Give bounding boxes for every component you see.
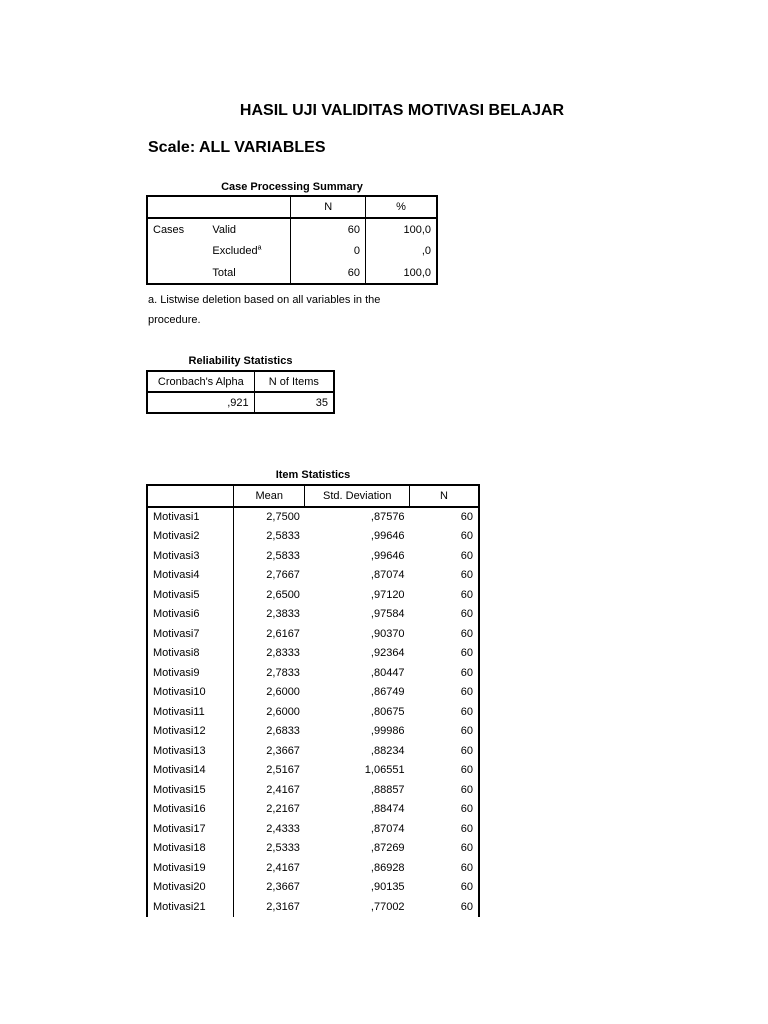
item-name: Motivasi16 bbox=[153, 803, 206, 816]
footnote-marker: a bbox=[257, 244, 262, 252]
item-mean: 2,4167 bbox=[234, 859, 305, 879]
item-name: Motivasi13 bbox=[153, 744, 206, 757]
row-label: Total bbox=[212, 266, 236, 279]
item-mean: 2,6167 bbox=[234, 625, 305, 645]
table-row bbox=[147, 664, 479, 684]
table-row bbox=[147, 218, 437, 240]
item-n: 60 bbox=[460, 744, 473, 757]
item-name: Motivasi11 bbox=[153, 705, 205, 718]
table-row bbox=[147, 586, 479, 606]
row-n: 0 bbox=[291, 240, 366, 262]
item-name: Motivasi15 bbox=[153, 783, 206, 796]
item-n: 60 bbox=[460, 705, 473, 718]
document-title: HASIL UJI VALIDITAS MOTIVASI BELAJAR bbox=[239, 102, 565, 119]
item-mean: 2,6000 bbox=[234, 703, 305, 723]
table-row bbox=[147, 839, 479, 859]
item-n: 60 bbox=[460, 686, 473, 699]
table-row bbox=[147, 878, 479, 898]
cases-label: Cases bbox=[153, 223, 185, 236]
table-header-row bbox=[147, 196, 437, 218]
table-row bbox=[147, 898, 479, 918]
item-n: 60 bbox=[460, 783, 473, 796]
item-mean: 2,3667 bbox=[234, 742, 305, 762]
item-name: Motivasi6 bbox=[153, 608, 200, 621]
table-footnote: a. Listwise deletion based on all variables in the procedure. bbox=[148, 294, 381, 326]
item-std-deviation: ,88474 bbox=[370, 803, 405, 816]
table-row bbox=[147, 392, 334, 413]
header-mean: Mean bbox=[234, 485, 305, 507]
item-n: 60 bbox=[460, 861, 473, 874]
table-row bbox=[147, 262, 437, 284]
item-name: Motivasi4 bbox=[153, 569, 200, 582]
item-std-deviation: ,99646 bbox=[370, 530, 405, 543]
item-mean: 2,7500 bbox=[234, 507, 305, 527]
table-row bbox=[147, 703, 479, 723]
item-std-deviation: ,88234 bbox=[370, 744, 405, 757]
item-mean: 2,2167 bbox=[234, 800, 305, 820]
item-std-deviation: ,77002 bbox=[370, 900, 405, 913]
item-n: 60 bbox=[460, 647, 473, 660]
table-row bbox=[147, 240, 437, 262]
item-mean: 2,7833 bbox=[234, 664, 305, 684]
item-mean: 2,5833 bbox=[234, 527, 305, 547]
item-n: 60 bbox=[460, 569, 473, 582]
table-row bbox=[147, 507, 479, 527]
table-row bbox=[147, 547, 479, 567]
item-name: Motivasi14 bbox=[153, 764, 206, 777]
item-name: Motivasi9 bbox=[153, 666, 200, 679]
n-of-items-value: 35 bbox=[254, 392, 334, 413]
item-mean: 2,4333 bbox=[234, 820, 305, 840]
reliability-table bbox=[146, 370, 335, 414]
item-n: 60 bbox=[460, 842, 473, 855]
item-std-deviation: ,90370 bbox=[370, 627, 405, 640]
item-std-deviation: ,97584 bbox=[370, 608, 405, 621]
item-std-deviation: ,86749 bbox=[370, 686, 405, 699]
item-name: Motivasi5 bbox=[153, 588, 200, 601]
header-cell-blank bbox=[147, 485, 234, 507]
header-cell-blank bbox=[147, 196, 207, 218]
item-mean: 2,3667 bbox=[234, 878, 305, 898]
item-std-deviation: ,99646 bbox=[370, 549, 405, 562]
table-row bbox=[147, 781, 479, 801]
item-mean: 2,6500 bbox=[234, 586, 305, 606]
item-std-deviation: ,97120 bbox=[370, 588, 405, 601]
item-n: 60 bbox=[460, 725, 473, 738]
item-n: 60 bbox=[460, 549, 473, 562]
item-name: Motivasi19 bbox=[153, 861, 206, 874]
item-mean: 2,3167 bbox=[234, 898, 305, 918]
item-name: Motivasi3 bbox=[153, 549, 200, 562]
item-mean: 2,6833 bbox=[234, 722, 305, 742]
table-row bbox=[147, 644, 479, 664]
item-name: Motivasi17 bbox=[153, 822, 206, 835]
item-name: Motivasi10 bbox=[153, 686, 206, 699]
row-label-text: Excluded bbox=[212, 245, 258, 257]
item-name: Motivasi18 bbox=[153, 842, 206, 855]
item-n: 60 bbox=[460, 530, 473, 543]
item-n: 60 bbox=[460, 764, 473, 777]
table-row bbox=[147, 683, 479, 703]
item-n: 60 bbox=[460, 900, 473, 913]
item-mean: 2,6000 bbox=[234, 683, 305, 703]
header-cell-blank bbox=[207, 196, 291, 218]
table-row bbox=[147, 820, 479, 840]
table-row bbox=[147, 800, 479, 820]
item-mean: 2,5167 bbox=[234, 761, 305, 781]
header-std-deviation: Std. Deviation bbox=[305, 485, 410, 507]
row-n: 60 bbox=[291, 262, 366, 284]
item-std-deviation: ,87074 bbox=[370, 822, 405, 835]
item-mean: 2,4167 bbox=[234, 781, 305, 801]
item-std-deviation: ,87269 bbox=[370, 842, 405, 855]
item-n: 60 bbox=[460, 511, 473, 523]
reliability-caption: Reliability Statistics bbox=[188, 355, 293, 367]
header-n: N bbox=[291, 196, 366, 218]
case-processing-table bbox=[146, 195, 438, 285]
item-std-deviation: ,80675 bbox=[370, 705, 405, 718]
item-mean: 2,5833 bbox=[234, 547, 305, 567]
cronbach-alpha-value: ,921 bbox=[227, 396, 249, 409]
row-group-blank bbox=[147, 262, 207, 284]
item-std-deviation: ,86928 bbox=[370, 861, 405, 874]
item-name: Motivasi20 bbox=[153, 881, 206, 894]
row-percent: ,0 bbox=[365, 240, 437, 262]
item-name: Motivasi21 bbox=[153, 900, 206, 913]
table-header-row bbox=[147, 371, 334, 392]
item-name: Motivasi7 bbox=[153, 627, 200, 640]
item-mean: 2,7667 bbox=[234, 566, 305, 586]
item-std-deviation: ,92364 bbox=[370, 647, 405, 660]
table-row bbox=[147, 859, 479, 879]
item-n: 60 bbox=[460, 822, 473, 835]
item-std-deviation: ,88857 bbox=[370, 783, 405, 796]
item-mean: 2,3833 bbox=[234, 605, 305, 625]
item-name: Motivasi2 bbox=[153, 530, 200, 543]
item-n: 60 bbox=[460, 608, 473, 621]
item-n: 60 bbox=[460, 627, 473, 640]
item-n: 60 bbox=[460, 588, 473, 601]
item-std-deviation: 1,06551 bbox=[364, 764, 405, 777]
header-percent: % bbox=[365, 196, 437, 218]
header-cronbach-alpha: Cronbach's Alpha bbox=[147, 371, 254, 392]
item-std-deviation: ,80447 bbox=[370, 666, 405, 679]
item-n: 60 bbox=[460, 666, 473, 679]
item-statistics-caption: Item Statistics bbox=[275, 469, 351, 481]
item-n: 60 bbox=[460, 803, 473, 816]
table-row bbox=[147, 527, 479, 547]
row-group-blank bbox=[147, 240, 207, 262]
table-row bbox=[147, 625, 479, 645]
header-n-of-items: N of Items bbox=[254, 371, 334, 392]
case-processing-caption: Case Processing Summary bbox=[221, 181, 363, 193]
item-n: 60 bbox=[460, 881, 473, 894]
item-std-deviation: ,87074 bbox=[370, 569, 405, 582]
row-n: 60 bbox=[291, 218, 366, 240]
item-statistics-table bbox=[146, 484, 480, 917]
row-percent: 100,0 bbox=[365, 262, 437, 284]
table-row bbox=[147, 566, 479, 586]
row-label: Valid bbox=[212, 223, 237, 236]
item-mean: 2,5333 bbox=[234, 839, 305, 859]
table-row bbox=[147, 605, 479, 625]
row-label bbox=[207, 240, 291, 262]
row-percent: 100,0 bbox=[365, 218, 437, 240]
item-std-deviation: ,87576 bbox=[370, 511, 405, 523]
table-row bbox=[147, 761, 479, 781]
header-n: N bbox=[410, 485, 479, 507]
item-name: Motivasi12 bbox=[153, 725, 206, 738]
table-header-row bbox=[147, 485, 479, 507]
item-name: Motivasi1 bbox=[153, 511, 200, 523]
scale-title: Scale: ALL VARIABLES bbox=[148, 139, 326, 156]
item-name: Motivasi8 bbox=[153, 647, 200, 660]
item-mean: 2,8333 bbox=[234, 644, 305, 664]
item-std-deviation: ,99986 bbox=[370, 725, 405, 738]
table-row bbox=[147, 742, 479, 762]
item-std-deviation: ,90135 bbox=[370, 881, 405, 894]
table-row bbox=[147, 722, 479, 742]
